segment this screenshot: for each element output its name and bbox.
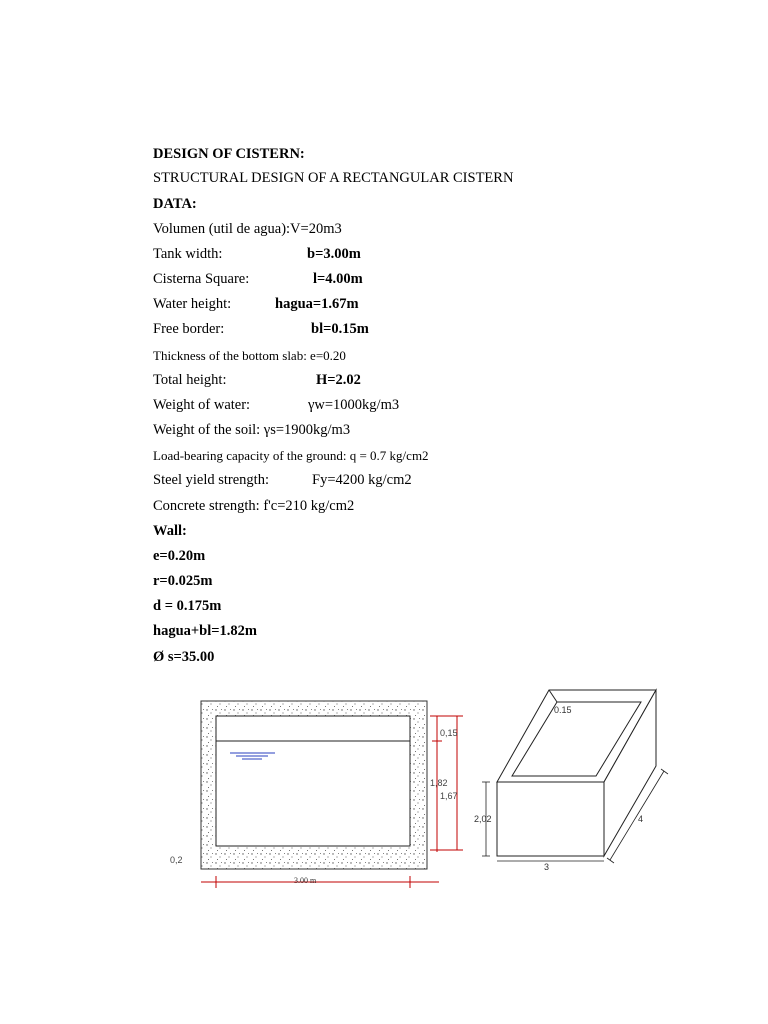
water-height-label: Water height: [153,296,232,312]
dim-width-label: 3.00 m [294,876,317,885]
wall-h: hagua+bl=1.82m [153,623,257,639]
capacity-line: Load-bearing capacity of the ground: q = 0.7 kg/cm2 [153,448,429,463]
volume-line: Volumen (util de agua):V=20m3 [153,221,342,237]
isometric-diagram [470,680,680,880]
dim-182-label: 1,82 [430,778,448,788]
dim-167-label: 1,67 [440,791,458,801]
dim-02-label: 0,2 [170,855,183,865]
width-value: b=3.00m [307,246,361,262]
weight-water-value: γw=1000kg/m3 [308,397,400,413]
free-border-value: bl=0.15m [311,321,369,337]
dim-015-label: 0,15 [440,728,458,738]
iso-dim-202-label: 2,02 [474,814,492,824]
iso-dim-015-label: 0.15 [554,705,572,715]
doc-subtitle: STRUCTURAL DESIGN OF A RECTANGULAR CISTERN [153,170,514,186]
iso-dim-4-label: 4 [638,814,644,824]
steel-label: Steel yield strength: [153,472,269,488]
square-value: l=4.00m [313,271,363,287]
iso-dim-3-label: 3 [544,862,550,872]
wall-e: e=0.20m [153,548,206,564]
concrete-line: Concrete strength: f'c=210 kg/cm2 [153,498,355,514]
slab-line: Thickness of the bottom slab: e=0.20 [153,348,346,363]
wall-heading: Wall: [153,523,187,539]
tank-interior [216,716,410,846]
free-border-label: Free border: [153,321,225,337]
total-height-value: H=2.02 [316,372,361,388]
width-label: Tank width: [153,246,223,262]
wall-r: r=0.025m [153,573,213,589]
steel-value: Fy=4200 kg/cm2 [312,472,412,488]
square-label: Cisterna Square: [153,271,250,287]
weight-water-label: Weight of water: [153,397,251,413]
soil-line: Weight of the soil: γs=1900kg/m3 [153,422,351,438]
data-heading: DATA: [153,196,197,212]
tank-outline [497,690,656,856]
doc-title: DESIGN OF CISTERN: [153,146,305,162]
wall-d: d = 0.175m [153,598,222,614]
total-height-label: Total height: [153,372,227,388]
section-diagram [160,690,480,900]
water-height-value: hagua=1.67m [275,296,359,312]
wall-s: Ø s=35.00 [153,649,215,665]
